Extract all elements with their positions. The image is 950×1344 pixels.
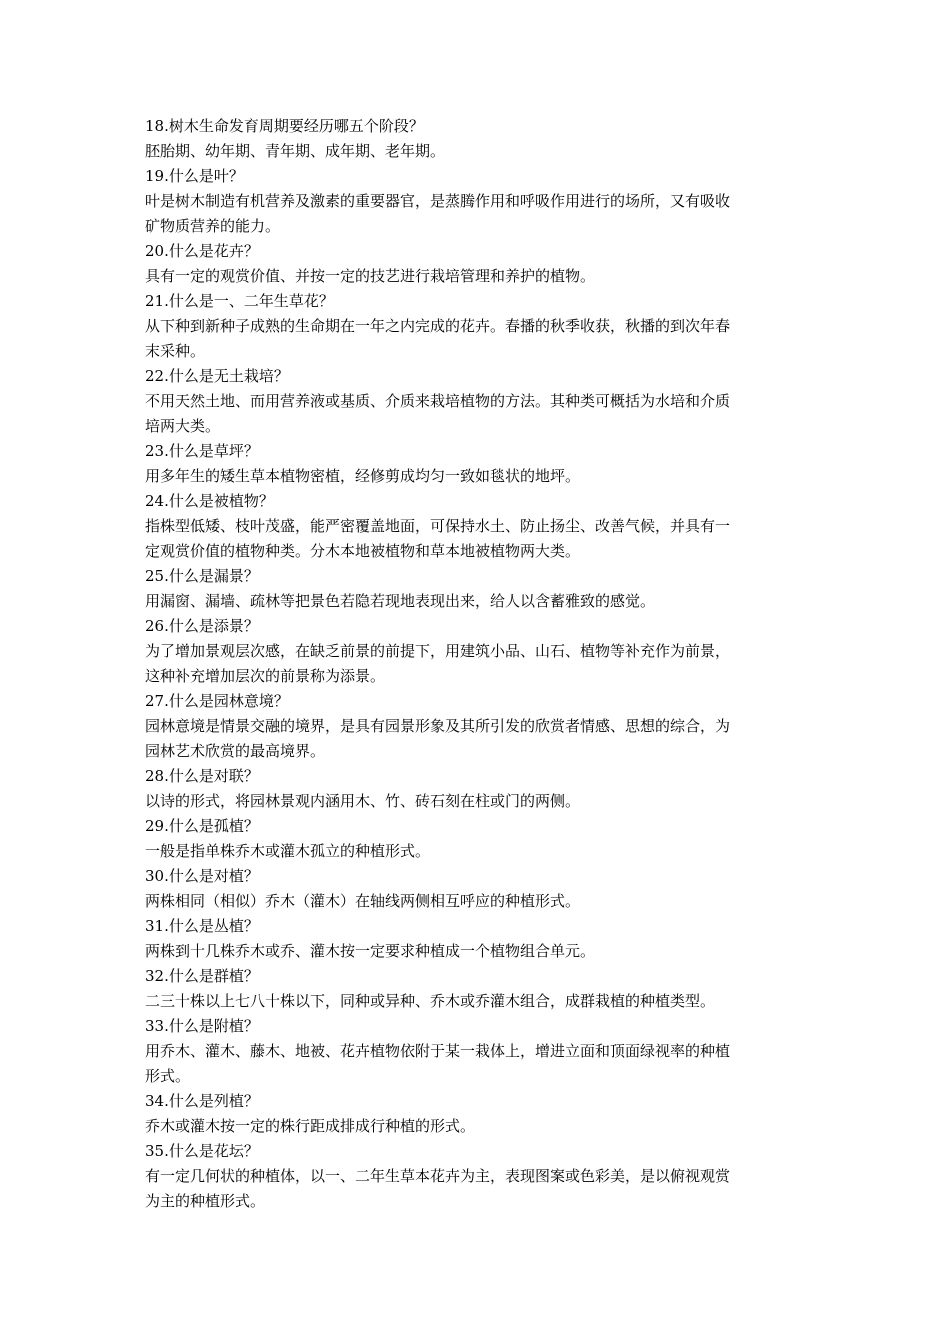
answer-line: 不用天然土地、而用营养液或基质、介质来栽培植物的方法。其种类可概括为水培和介质: [145, 392, 731, 410]
qa-item: [145, 1089, 805, 1139]
question-line: 35.什么是花坛？: [145, 1142, 259, 1160]
question-line: 32.什么是群植？: [145, 967, 259, 985]
qa-item: [145, 1139, 805, 1214]
answer-line: 以诗的形式，将园林景观内涵用木、竹、砖石刻在柱或门的两侧。: [145, 792, 581, 810]
question-line: 24.什么是被植物？: [145, 492, 274, 510]
question-line: 29.什么是孤植？: [145, 817, 259, 835]
answer-line: 有一定几何状的种植体，以一、二年生草本花卉为主，表现图案或色彩美，是以俯视观赏: [145, 1167, 731, 1185]
qa-item: [145, 1014, 805, 1089]
answer-line: 末采种。: [145, 342, 206, 360]
question-line: 22.什么是无土栽培？: [145, 367, 289, 385]
document-page: [145, 114, 805, 1214]
question-line: 28.什么是对联？: [145, 767, 259, 785]
qa-item: [145, 289, 805, 364]
qa-item: [145, 164, 805, 239]
qa-item: [145, 764, 805, 814]
qa-item: [145, 614, 805, 689]
answer-line: 两株相同（相似）乔木（灌木）在轴线两侧相互呼应的种植形式。: [145, 892, 581, 910]
qa-item: [145, 814, 805, 864]
answer-line: 培两大类。: [145, 417, 221, 435]
question-line: 18.树木生命发育周期要经历哪五个阶段？: [145, 117, 424, 135]
qa-item: [145, 439, 805, 489]
answer-line: 为主的种植形式。: [145, 1192, 266, 1210]
question-line: 30.什么是对植？: [145, 867, 259, 885]
qa-item: [145, 689, 805, 764]
answer-line: 具有一定的观赏价值、并按一定的技艺进行栽培管理和养护的植物。: [145, 267, 596, 285]
answer-line: 一般是指单株乔木或灌木孤立的种植形式。: [145, 842, 431, 860]
question-line: 31.什么是丛植？: [145, 917, 259, 935]
qa-item: [145, 114, 805, 164]
answer-line: 矿物质营养的能力。: [145, 217, 281, 235]
question-line: 33.什么是附植？: [145, 1017, 259, 1035]
answer-line: 乔木或灌木按一定的株行距成排成行种植的形式。: [145, 1117, 476, 1135]
question-line: 21.什么是一、二年生草花？: [145, 292, 334, 310]
qa-list: [145, 114, 805, 1214]
answer-line: 用多年生的矮生草本植物密植，经修剪成均匀一致如毯状的地坪。: [145, 467, 581, 485]
question-line: 27.什么是园林意境？: [145, 692, 289, 710]
answer-line: 定观赏价值的植物种类。分木本地被植物和草本地被植物两大类。: [145, 542, 581, 560]
answer-line: 用乔木、灌木、藤木、地被、花卉植物依附于某一栽体上，增进立面和顶面绿视率的种植: [145, 1042, 731, 1060]
qa-item: [145, 564, 805, 614]
answer-line: 园林意境是情景交融的境界，是具有园景形象及其所引发的欣赏者情感、思想的综合，为: [145, 717, 731, 735]
answer-line: 这种补充增加层次的前景称为添景。: [145, 667, 386, 685]
qa-item: [145, 864, 805, 914]
answer-line: 用漏窗、漏墙、疏林等把景色若隐若现地表现出来，给人以含蓄雅致的感觉。: [145, 592, 656, 610]
qa-item: [145, 239, 805, 289]
answer-line: 叶是树木制造有机营养及激素的重要器官，是蒸腾作用和呼吸作用进行的场所，又有吸收: [145, 192, 731, 210]
answer-line: 为了增加景观层次感，在缺乏前景的前提下，用建筑小品、山石、植物等补充作为前景，: [145, 642, 731, 660]
answer-line: 从下种到新种子成熟的生命期在一年之内完成的花卉。春播的秋季收获，秋播的到次年春: [145, 317, 731, 335]
question-line: 34.什么是列植？: [145, 1092, 259, 1110]
answer-line: 指株型低矮、枝叶茂盛，能严密覆盖地面，可保持水土、防止扬尘、改善气候，并具有一: [145, 517, 731, 535]
answer-line: 园林艺术欣赏的最高境界。: [145, 742, 326, 760]
qa-item: [145, 489, 805, 564]
question-line: 23.什么是草坪？: [145, 442, 259, 460]
answer-line: 两株到十几株乔木或乔、灌木按一定要求种植成一个植物组合单元。: [145, 942, 596, 960]
question-line: 19.什么是叶？: [145, 167, 244, 185]
answer-line: 胚胎期、幼年期、青年期、成年期、老年期。: [145, 142, 446, 160]
qa-item: [145, 364, 805, 439]
qa-item: [145, 914, 805, 964]
question-line: 26.什么是添景？: [145, 617, 259, 635]
answer-line: 形式。: [145, 1067, 191, 1085]
answer-line: 二三十株以上七八十株以下，同种或异种、乔木或乔灌木组合，成群栽植的种植类型。: [145, 992, 716, 1010]
question-line: 25.什么是漏景？: [145, 567, 259, 585]
qa-item: [145, 964, 805, 1014]
question-line: 20.什么是花卉？: [145, 242, 259, 260]
